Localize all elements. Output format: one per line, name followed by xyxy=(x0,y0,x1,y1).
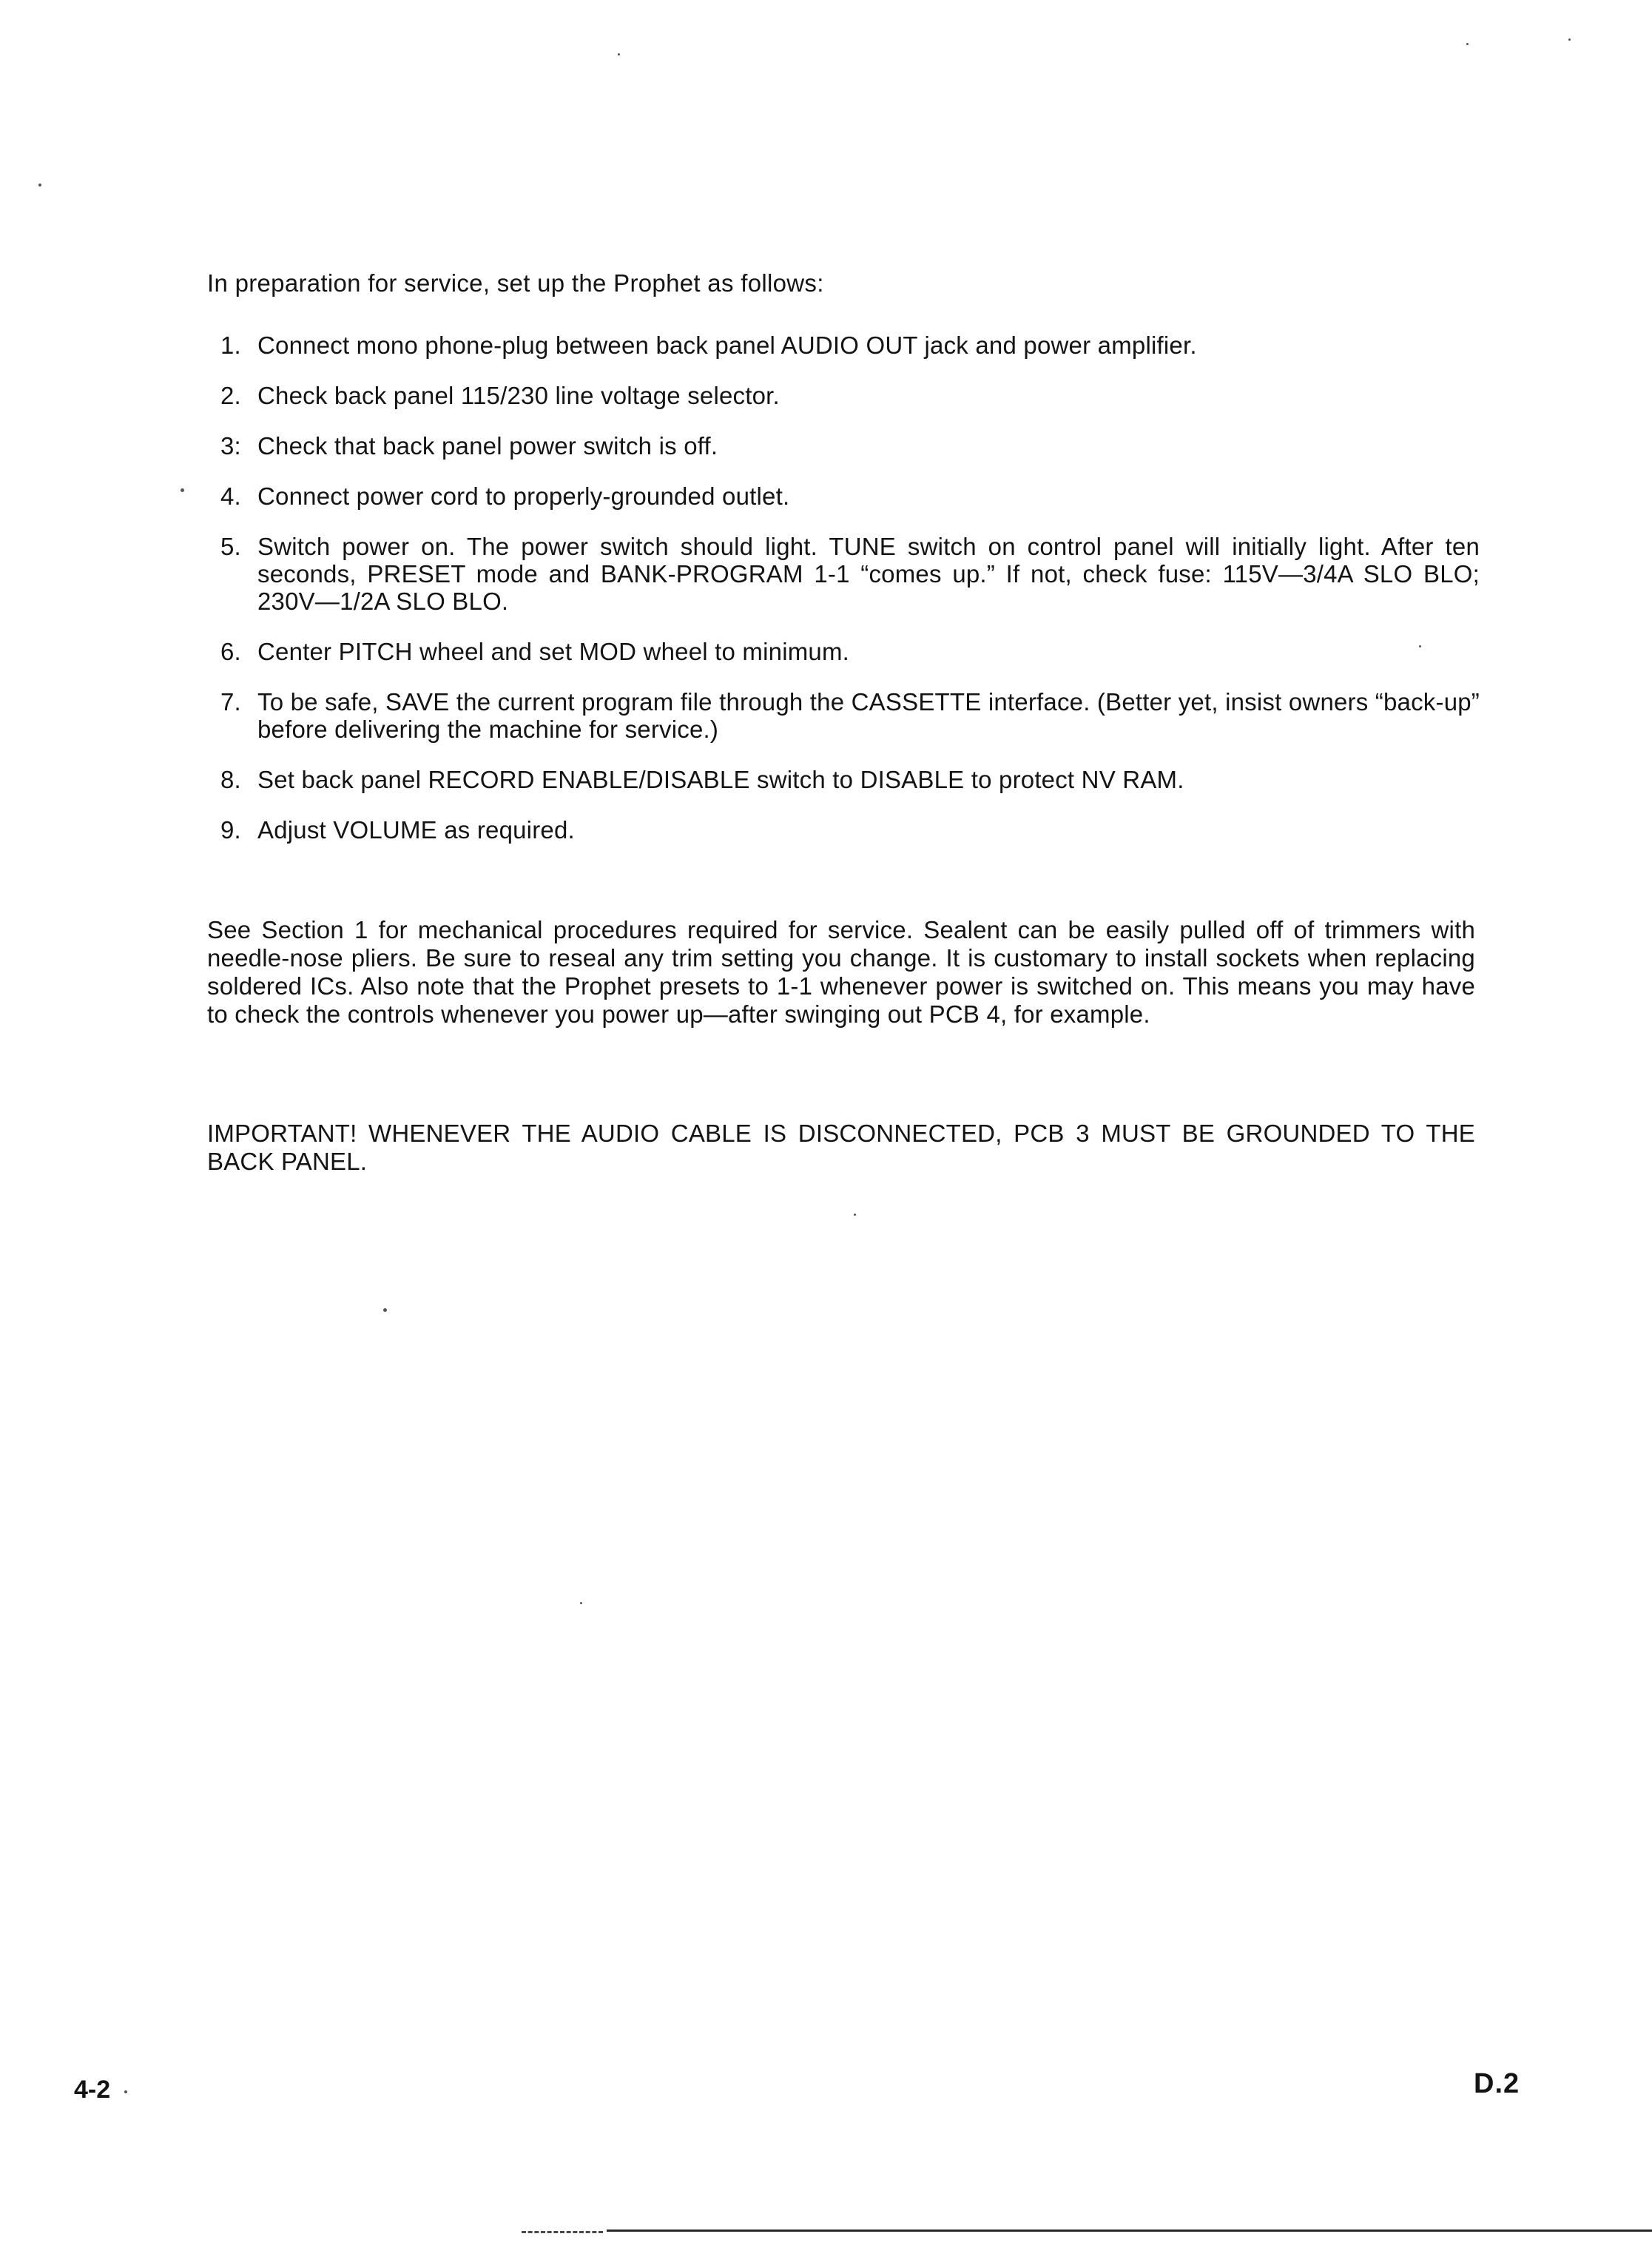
scan-speck xyxy=(181,488,184,492)
scan-speck xyxy=(383,1308,387,1312)
step-text: Connect mono phone-plug between back panel AUDIO OUT jack and power amplifier. xyxy=(257,332,1197,359)
bottom-rule xyxy=(607,2230,1652,2232)
section-code: D.2 xyxy=(1474,2068,1520,2099)
scan-speck xyxy=(618,53,620,55)
step-text: Check back panel 115/230 line voltage selector. xyxy=(257,382,780,409)
scan-speck xyxy=(580,1602,582,1604)
scan-speck xyxy=(124,2090,127,2093)
step-number: 3: xyxy=(220,432,241,460)
step-number: 9. xyxy=(220,816,241,844)
setup-step xyxy=(207,482,1480,510)
setup-step xyxy=(207,332,1480,359)
setup-step xyxy=(207,638,1480,665)
setup-step xyxy=(207,766,1480,793)
setup-step xyxy=(207,382,1480,409)
important-warning: IMPORTANT! WHENEVER THE AUDIO CABLE IS DISCONNECTED, PCB 3 MUST BE GROUNDED TO THE BACK PANEL. xyxy=(207,1120,1475,1175)
step-text: Check that back panel power switch is off. xyxy=(257,432,718,460)
step-text: Adjust VOLUME as required. xyxy=(257,816,575,844)
setup-steps-list xyxy=(207,332,1480,866)
intro-line: In preparation for service, set up the Prophet as follows: xyxy=(207,269,824,297)
step-number: 6. xyxy=(220,638,241,665)
bottom-dashed-rule xyxy=(522,2231,603,2233)
step-number: 2. xyxy=(220,382,241,409)
step-number: 1. xyxy=(220,332,241,359)
setup-step xyxy=(207,533,1480,615)
scan-speck xyxy=(38,184,41,186)
step-number: 7. xyxy=(220,688,241,716)
step-number: 4. xyxy=(220,482,241,510)
step-number: 8. xyxy=(220,766,241,793)
step-text: To be safe, SAVE the current program file through the CASSETTE interface. (Better yet, insist owners “back-up” before delivering the machine for service.) xyxy=(257,688,1480,743)
step-number: 5. xyxy=(220,533,241,560)
step-text: Switch power on. The power switch should light. TUNE switch on control panel will initially light. After ten seconds, PRESET mode and BANK-PROGRAM 1-1 “comes up.” If not, check fuse: 115V—3/4A SLO BLO; 230V—1/2A SLO BLO. xyxy=(257,533,1480,615)
service-notes-paragraph: See Section 1 for mechanical procedures required for service. Sealent can be easily pulled off of trimmers with needle-nose pliers. Be sure to reseal any trim setting you change. It is customary to install sockets when replacing soldered ICs. Also note that the Prophet presets to 1-1 whenever power is switched on. This means you may have to check the controls whenever you power up—after swinging out PCB 4, for example. xyxy=(207,916,1475,1028)
scan-speck xyxy=(1466,43,1469,45)
scan-speck xyxy=(1568,38,1571,41)
scan-speck xyxy=(854,1214,856,1216)
setup-step xyxy=(207,432,1480,460)
step-text: Connect power cord to properly-grounded outlet. xyxy=(257,482,790,510)
step-text: Set back panel RECORD ENABLE/DISABLE switch to DISABLE to protect NV RAM. xyxy=(257,766,1184,793)
page-number: 4-2 xyxy=(74,2076,111,2104)
step-text: Center PITCH wheel and set MOD wheel to minimum. xyxy=(257,638,850,665)
scan-speck xyxy=(1419,645,1421,647)
setup-step xyxy=(207,688,1480,743)
setup-step xyxy=(207,816,1480,844)
